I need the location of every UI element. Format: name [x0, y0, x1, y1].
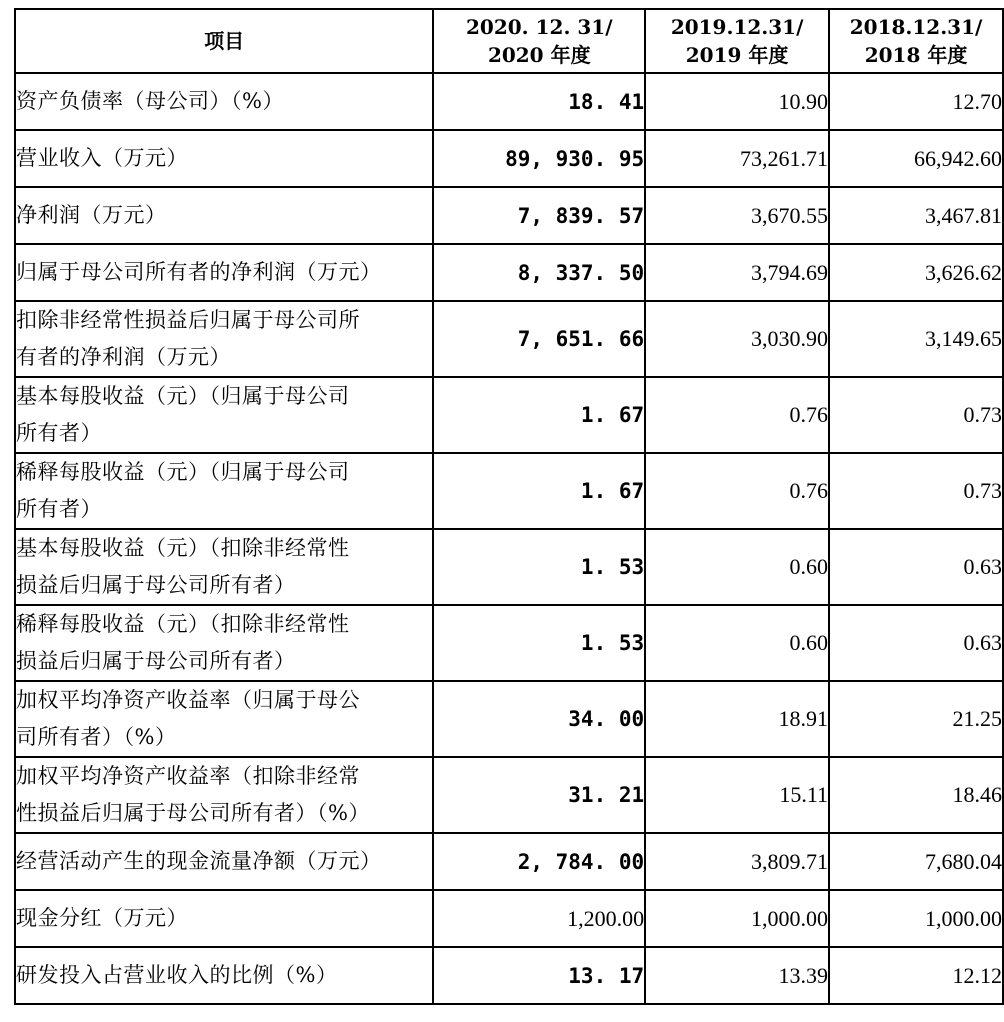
table-row [15, 605, 1003, 681]
header-2019-date: 2019.12.31/ [670, 15, 804, 39]
value-2019: 0.60 [645, 529, 829, 605]
row-label [15, 681, 433, 757]
row-label-line: 基本每股收益（元）（扣除非经常性 [16, 536, 350, 560]
row-label-line: 性损益后归属于母公司所有者）（%） [16, 801, 370, 825]
row-label-line: 损益后归属于母公司所有者） [16, 573, 296, 597]
table-row [15, 301, 1003, 377]
table-row [15, 453, 1003, 529]
table-row [15, 529, 1003, 605]
value-2020: 18. 41 [433, 73, 645, 130]
value-2018: 21.25 [829, 681, 1003, 757]
value-2019: 18.91 [645, 681, 829, 757]
header-2020 [433, 9, 645, 73]
row-label [15, 605, 433, 681]
header-item [15, 9, 433, 73]
value-2019: 73,261.71 [645, 130, 829, 187]
row-label [15, 529, 433, 605]
row-label [15, 73, 433, 130]
row-label-line: 有者的净利润（万元） [16, 345, 231, 369]
header-2019-year: 2019 年度 [685, 43, 789, 67]
row-label [15, 244, 433, 301]
row-label-line: 现金分红（万元） [16, 906, 188, 930]
header-2020-year: 2020 年度 [487, 43, 591, 67]
value-2019: 0.76 [645, 453, 829, 529]
table-header-row [15, 9, 1003, 73]
table-row [15, 187, 1003, 244]
row-label-line: 所有者） [16, 497, 102, 521]
value-2018: 1,000.00 [829, 890, 1003, 947]
value-2019: 1,000.00 [645, 890, 829, 947]
value-2019: 0.60 [645, 605, 829, 681]
value-2018: 0.73 [829, 453, 1003, 529]
row-label [15, 757, 433, 833]
row-label [15, 947, 433, 1004]
value-2018: 7,680.04 [829, 833, 1003, 890]
row-label-line: 稀释每股收益（元）（扣除非经常性 [16, 612, 350, 636]
table-row [15, 681, 1003, 757]
table-row [15, 890, 1003, 947]
value-2020: 34. 00 [433, 681, 645, 757]
value-2020: 1,200.00 [433, 890, 645, 947]
row-label [15, 833, 433, 890]
value-2020: 1. 53 [433, 529, 645, 605]
row-label-line: 经营活动产生的现金流量净额（万元） [16, 849, 382, 873]
table-row [15, 947, 1003, 1004]
value-2019: 10.90 [645, 73, 829, 130]
value-2018: 0.63 [829, 529, 1003, 605]
row-label-line: 所有者） [16, 421, 102, 445]
value-2020: 8, 337. 50 [433, 244, 645, 301]
value-2019: 0.76 [645, 377, 829, 453]
value-2019: 3,670.55 [645, 187, 829, 244]
header-2019 [645, 9, 829, 73]
value-2020: 7, 839. 57 [433, 187, 645, 244]
row-label-line: 稀释每股收益（元）（归属于母公司 [16, 460, 350, 484]
header-2018-date: 2018.12.31/ [849, 15, 983, 39]
value-2019: 13.39 [645, 947, 829, 1004]
row-label [15, 130, 433, 187]
table-row [15, 130, 1003, 187]
row-label-line: 加权平均净资产收益率（归属于母公 [16, 688, 360, 712]
row-label-line: 扣除非经常性损益后归属于母公司所 [16, 308, 360, 332]
table-row [15, 244, 1003, 301]
value-2018: 3,467.81 [829, 187, 1003, 244]
value-2020: 1. 53 [433, 605, 645, 681]
value-2020: 13. 17 [433, 947, 645, 1004]
row-label [15, 301, 433, 377]
value-2019: 3,794.69 [645, 244, 829, 301]
row-label [15, 187, 433, 244]
table-row [15, 757, 1003, 833]
row-label [15, 453, 433, 529]
table-row [15, 377, 1003, 453]
value-2018: 12.12 [829, 947, 1003, 1004]
value-2018: 18.46 [829, 757, 1003, 833]
value-2020: 1. 67 [433, 377, 645, 453]
value-2019: 3,030.90 [645, 301, 829, 377]
value-2019: 15.11 [645, 757, 829, 833]
value-2020: 31. 21 [433, 757, 645, 833]
row-label-line: 研发投入占营业收入的比例（%） [16, 963, 338, 987]
financial-indicators-table [14, 8, 1004, 1005]
row-label-line: 营业收入（万元） [16, 146, 188, 170]
row-label-line: 加权平均净资产收益率（扣除非经常 [16, 764, 360, 788]
value-2018: 0.73 [829, 377, 1003, 453]
value-2018: 12.70 [829, 73, 1003, 130]
row-label-line: 司所有者）（%） [16, 725, 177, 749]
header-item-label: 项目 [204, 29, 245, 53]
value-2020: 7, 651. 66 [433, 301, 645, 377]
value-2019: 3,809.71 [645, 833, 829, 890]
value-2018: 3,149.65 [829, 301, 1003, 377]
table-row [15, 73, 1003, 130]
value-2018: 3,626.62 [829, 244, 1003, 301]
row-label [15, 890, 433, 947]
row-label [15, 377, 433, 453]
value-2020: 1. 67 [433, 453, 645, 529]
value-2020: 2, 784. 00 [433, 833, 645, 890]
header-2020-date: 2020. 12. 31/ [466, 15, 613, 39]
row-label-line: 基本每股收益（元）（归属于母公司 [16, 384, 350, 408]
header-2018-year: 2018 年度 [864, 43, 968, 67]
value-2018: 0.63 [829, 605, 1003, 681]
row-label-line: 损益后归属于母公司所有者） [16, 649, 296, 673]
table-row [15, 833, 1003, 890]
row-label-line: 资产负债率（母公司）（%） [16, 89, 284, 113]
value-2018: 66,942.60 [829, 130, 1003, 187]
value-2020: 89, 930. 95 [433, 130, 645, 187]
row-label-line: 归属于母公司所有者的净利润（万元） [16, 260, 382, 284]
header-2018 [829, 9, 1003, 73]
row-label-line: 净利润（万元） [16, 203, 167, 227]
